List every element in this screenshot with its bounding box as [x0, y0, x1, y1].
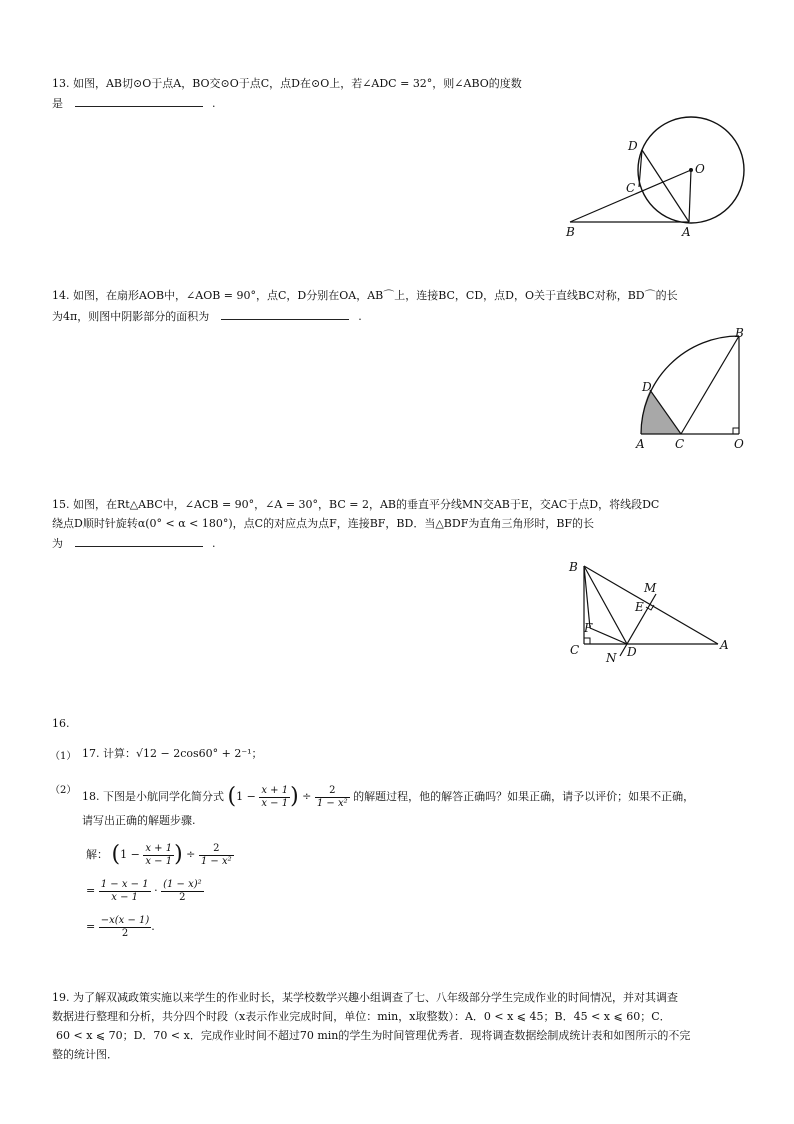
q14-lead: 为4π，则图中阴影部分的面积为: [52, 310, 210, 323]
q14-label-d: D: [642, 380, 652, 394]
q13-label-a: A: [682, 225, 691, 239]
q16-step1-frac2-num: (1 − x)²: [163, 878, 202, 890]
q16-div-sign: ÷: [302, 790, 312, 803]
q16-sol-frac-b-den: 1 − x²: [200, 855, 232, 867]
q15-label-n: N: [606, 651, 617, 665]
q15-lead: 为: [52, 537, 63, 550]
q16-part1-mark: （1）: [50, 751, 77, 762]
q13-center-dot: [689, 168, 693, 172]
q16-paren-close: ): [290, 784, 299, 809]
q16-sol-one-minus: 1 −: [120, 848, 140, 861]
q13-period: .: [212, 97, 216, 110]
q16-part2-mark: （2）: [50, 785, 77, 796]
q14-label-b: B: [735, 326, 744, 340]
q19-text-line2: 数据进行整理和分析，共分四个时段（x表示作业完成时间，单位：min，x取整数）：A．0 < x ⩽ 45；B．45 < x ⩽ 60；C．: [52, 1010, 671, 1023]
q16-frac-b: [315, 785, 350, 810]
q16-sol-frac-b: [199, 843, 234, 868]
q14-text-line2: [52, 309, 362, 324]
q16-sol-frac-a-den: x − 1: [145, 855, 173, 867]
q14-answer-blank[interactable]: [221, 309, 349, 320]
q14-right-angle-mark: [733, 428, 739, 434]
q16-step1-dot: ·: [154, 884, 158, 897]
q15-answer-blank[interactable]: [75, 536, 203, 547]
q15-segment-fd: [590, 628, 627, 644]
q16-part2-rest: 的解题过程，他的解答正确吗？如果正确，请予以评价；如果不正确，: [353, 790, 695, 803]
q16-sol-frac-a: [143, 843, 174, 868]
q16-step1-frac2-den: 2: [179, 891, 186, 903]
q13-label-c: C: [626, 181, 636, 195]
q15-segment-ba: [584, 566, 718, 644]
q15-label-f: F: [584, 621, 593, 635]
q16-step2-period: .: [151, 920, 155, 933]
q14-label-o: O: [734, 437, 744, 451]
q14-label-a: A: [636, 437, 645, 451]
q14-figure: [630, 326, 755, 454]
q15-label-c: C: [570, 643, 580, 657]
q14-label-c: C: [675, 437, 685, 451]
q15-text-line3: [52, 536, 216, 551]
q14-segment-bc: [681, 336, 739, 434]
q16-part2-line1: [82, 782, 694, 812]
q16-solution-line1: [86, 840, 234, 870]
q16-step1-frac1: [99, 879, 151, 904]
q16-sol-frac-b-num: 2: [199, 843, 234, 856]
q16-step2-frac: [99, 915, 152, 940]
q13-label-d: D: [628, 139, 638, 153]
q13-answer-blank[interactable]: [75, 96, 203, 107]
q13-label-b: B: [566, 225, 575, 239]
q15-label-d: D: [627, 645, 637, 659]
q15-figure: [560, 556, 740, 671]
q13-label-o: O: [695, 162, 705, 176]
q13-text-line2: [52, 96, 216, 111]
q14-shaded-region: [641, 390, 681, 434]
q16-solution-line2: [86, 876, 204, 906]
q16-solution-label: 解：: [86, 848, 108, 861]
q16-one-minus: 1 −: [236, 790, 256, 803]
q16-part1-text: 17. 计算：√12 − 2cos60° + 2⁻¹；: [82, 747, 263, 760]
q16-step2-eq: =: [86, 920, 96, 933]
q16-step1-eq: =: [86, 884, 96, 897]
q13-segment-oa: [689, 170, 691, 222]
q19-text-line1: 19. 为了解双减政策实施以来学生的作业时长，某学校数学兴趣小组调查了七、八年级部分学生完成作业的时间情况，并对其调查: [52, 991, 678, 1004]
q16-paren-open: (: [227, 784, 237, 809]
q15-period: .: [212, 537, 216, 550]
q14-text-line1: 14. 如图，在扇形AOB中，∠AOB = 90°，点C，D分别在OA，AB⌒上，连接BC，CD，点D，O关于直线BC对称，BD⌒的长: [52, 289, 678, 302]
q15-text-line1: 15. 如图，在Rt△ABC中，∠ACB = 90°，∠A = 30°，BC = 2，AB的垂直平分线MN交AB于E，交AC于点D，将线段DC: [52, 498, 660, 511]
q13-text-line1: 13. 如图，AB切⊙O于点A，BO交⊙O于点C，点D在⊙O上，若∠ADC = 32°，则∠ABO的度数: [52, 77, 522, 90]
q16-sol-paren-close: ): [174, 842, 183, 867]
q16-sol-paren-open: (: [111, 842, 121, 867]
q16-step1-frac1-den: x − 1: [111, 891, 139, 903]
q15-text-line2: 绕点D顺时针旋转α(0° < α < 180°)，点C的对应点为点F，连接BF，BD．当△BDF为直角三角形时，BF的长: [52, 517, 595, 530]
q15-label-e: E: [635, 600, 644, 614]
q13-lead: 是: [52, 97, 63, 110]
q16-frac-a-den: x − 1: [261, 797, 289, 809]
q16-number: 16.: [52, 717, 70, 730]
q15-right-angle-c: [584, 638, 590, 644]
q19-text-line3: 60 < x ⩽ 70；D．70 < x．完成作业时间不超过70 min的学生为时间管理优秀者．现将调查数据绘制成统计表和如图所示的不完: [56, 1029, 691, 1042]
q16-part2-lead: 18. 下图是小航同学化简分式: [82, 790, 224, 803]
q15-label-b: B: [569, 560, 578, 574]
q14-period: .: [358, 310, 362, 323]
q16-part2-line2: 请写出正确的解题步骤.: [82, 814, 196, 827]
q16-frac-b-den: 1 − x²: [316, 797, 348, 809]
q15-label-a: A: [720, 638, 729, 652]
q16-solution-line3: [86, 912, 155, 942]
q16-sol-frac-a-num: x + 1: [145, 842, 173, 854]
q16-frac-b-num: 2: [315, 785, 350, 798]
q15-label-m: M: [644, 581, 657, 595]
q16-step2-frac-den: 2: [121, 927, 129, 939]
q13-segment-bo: [570, 170, 691, 222]
q19-text-line4: 整的统计图．: [52, 1048, 118, 1061]
q16-step2-frac-num: −x(x − 1): [100, 914, 150, 926]
q16-step1-frac2: [161, 879, 204, 904]
q13-segment-da: [642, 150, 689, 222]
q16-step1-frac1-num: 1 − x − 1: [100, 878, 149, 890]
q16-frac-a: [259, 785, 290, 810]
q16-frac-a-num: x + 1: [261, 784, 289, 796]
q13-figure: [560, 112, 755, 240]
q16-sol-div-sign: ÷: [186, 848, 196, 861]
